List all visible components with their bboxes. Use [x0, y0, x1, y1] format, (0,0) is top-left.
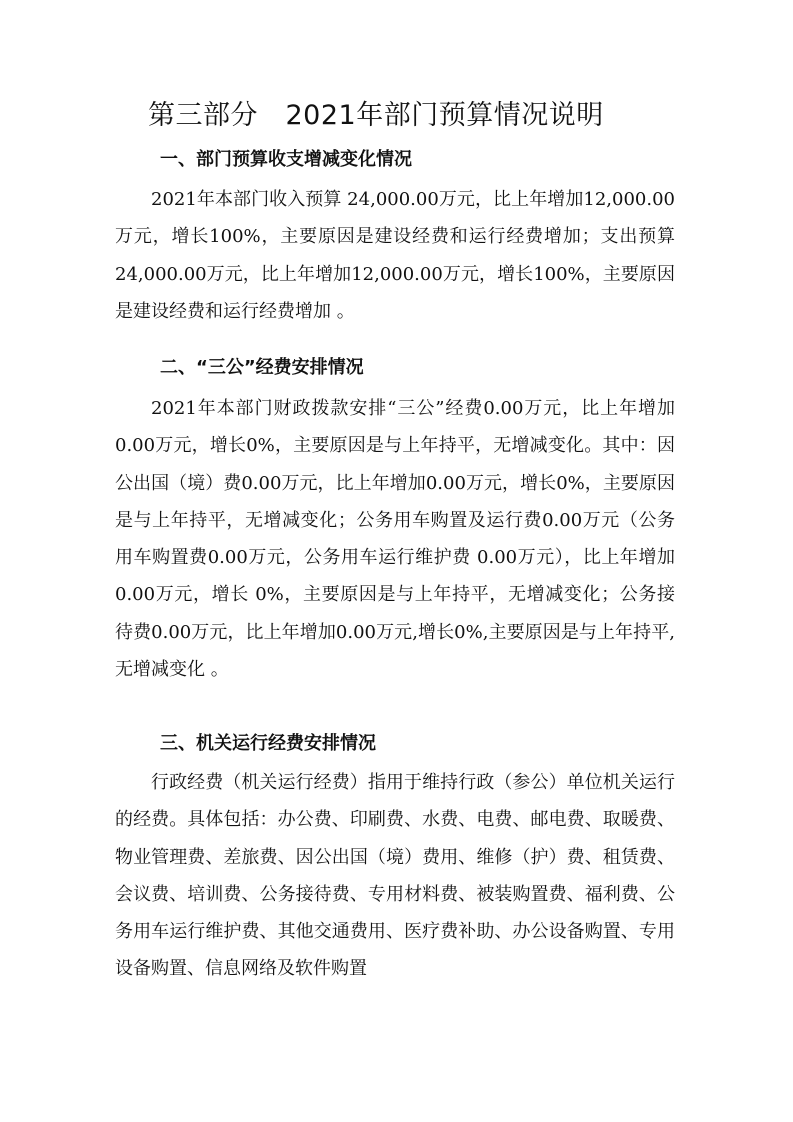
section-body-1: 2021年本部门收入预算 24,000.00万元，比上年增加12,000.00万元，增长100%，主要原因是建设经费和运行经费增加；支出预算24,000.00万元，比上年增加12,000.00万元，增长100%，主要原因是建设经费和运行经费增加 。 — [115, 189, 675, 322]
section-heading-1: 一、部门预算收支增减变化情况 — [160, 149, 412, 170]
page-title: 第三部分 2021年部门预算情况说明 — [148, 100, 604, 131]
section-heading-2: 二、“三公”经费安排情况 — [160, 357, 364, 378]
section-body-3: 行政经费（机关运行经费）指用于维持行政（参公）单位机关运行的经费。具体包括：办公费、印刷费、水费、电费、邮电费、取暖费、物业管理费、差旅费、因公出国（境）费用、维修（护）费、租赁费、会议费、培训费、公务接待费、专用材料费、被装购置费、福利费、公务用车运行维护费、其他交通费用、医疗费补助、办公设备购置、专用设备购置、信息网络及软件购置 — [115, 772, 675, 980]
section-body-2: 2021年本部门财政拨款安排“三公”经费0.00万元，比上年增加0.00万元，增长0%，主要原因是与上年持平，无增减变化。其中：因公出国（境）费0.00万元，比上年增加0.00万元，增长0%，主要原因是与上年持平，无增减变化；公务用车购置及运行费0.00万元（公务用车购置费0.00万元，公务用车运行维护费 0.00万元），比上年增加 0.00万元，增长 0%，主要原因是与上年持平，无增减变化；公务接待费0.00万元，比上年增加0.00万元,增长0%,主要原因是与上年持平,无增减变化 。 — [115, 398, 675, 681]
section-heading-3: 三、机关运行经费安排情况 — [160, 733, 376, 754]
